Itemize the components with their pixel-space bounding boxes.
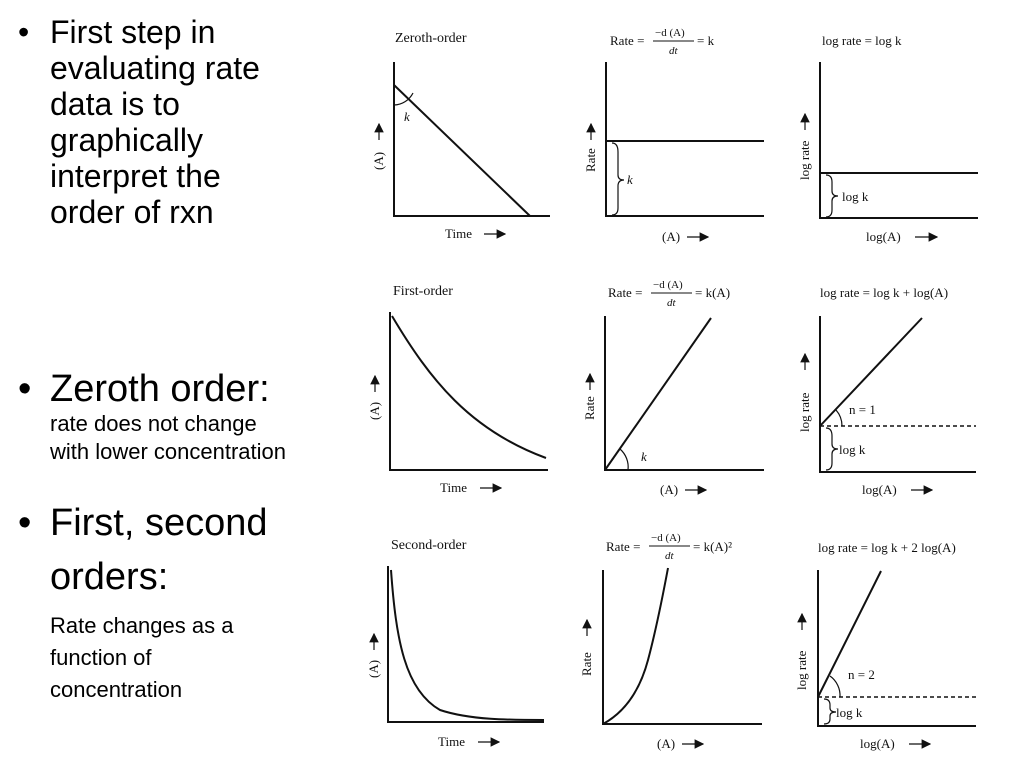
rate-eq-prefix: Rate = — [606, 539, 641, 554]
bullet-3-sub: function of — [50, 645, 152, 670]
first-rate-vs-conc-plot — [582, 279, 764, 497]
axes — [390, 312, 548, 470]
x-axis-label: Time — [445, 226, 472, 241]
y-axis-label: log rate — [794, 650, 809, 690]
bullet-dot: • — [18, 368, 32, 410]
second-conc-vs-time-plot — [366, 566, 544, 749]
axes — [605, 316, 764, 470]
y-axis-label: Rate — [582, 396, 597, 420]
bullet-1-line: First step in — [50, 14, 216, 50]
logk-label: log k — [836, 705, 863, 720]
bullet-dot: • — [18, 502, 32, 544]
bullet-3-line: orders: — [50, 556, 169, 598]
y-axis-label: log rate — [797, 140, 812, 180]
bullet-2-sub: with lower concentration — [50, 439, 287, 464]
x-axis-label: (A) — [657, 736, 676, 751]
bullet-1-line: interpret the — [50, 158, 221, 194]
parabolic-rate-curve — [603, 568, 668, 724]
k-label: k — [627, 172, 633, 187]
row3-title: Second-order — [391, 538, 467, 553]
logk-brace — [826, 175, 838, 217]
x-axis-label: log(A) — [866, 229, 901, 244]
x-axis-label: Time — [438, 734, 465, 749]
frac-den: dt — [669, 45, 678, 57]
frac-num: −d (A) — [651, 532, 681, 544]
x-axis-label: log(A) — [862, 482, 897, 497]
logk-brace — [824, 699, 836, 724]
k-label: k — [641, 449, 647, 464]
rate-eq-rhs: = k(A) — [695, 285, 731, 300]
axes — [606, 62, 764, 216]
exponential-decay-curve — [392, 316, 546, 458]
k-brace — [612, 143, 624, 215]
n-label: n = 1 — [849, 402, 876, 417]
n-label: n = 2 — [848, 667, 875, 682]
log-equation: log rate = log k + 2 log(A) — [818, 540, 956, 555]
x-axis-label: (A) — [662, 229, 681, 244]
first-conc-vs-time-plot — [367, 312, 548, 495]
row1-title: Zeroth-order — [395, 31, 467, 46]
linear-rate-line — [605, 318, 711, 470]
bullet-1-line: data is to — [50, 86, 180, 122]
bullet-3-sub: Rate changes as a — [50, 613, 234, 638]
y-axis-label: Rate — [579, 652, 594, 676]
x-axis-label: log(A) — [860, 736, 895, 751]
slope-arc — [836, 410, 842, 426]
bullet-1-line: graphically — [50, 122, 203, 158]
first-log-plot — [797, 285, 976, 497]
k-label: k — [404, 109, 410, 124]
rate-eq-prefix: Rate = — [608, 285, 643, 300]
bullet-3-line: First, second — [50, 502, 268, 544]
axes — [394, 62, 550, 216]
y-axis-label: Rate — [583, 148, 598, 172]
bullet-dot: • — [18, 14, 30, 50]
y-axis-label: (A) — [366, 659, 381, 678]
log-equation: log rate = log k — [822, 33, 902, 48]
logk-label: log k — [842, 189, 869, 204]
rate-eq-rhs: = k — [697, 33, 715, 48]
second-log-plot — [794, 540, 976, 751]
bullet-2-title: Zeroth order: — [50, 368, 270, 410]
second-rate-vs-conc-plot — [579, 532, 762, 751]
frac-den: dt — [665, 550, 674, 562]
bullet-1-line: order of rxn — [50, 194, 214, 230]
frac-num: −d (A) — [655, 27, 685, 39]
x-axis-label: (A) — [660, 482, 679, 497]
bullet-1-line: evaluating rate — [50, 50, 260, 86]
log-equation: log rate = log k + log(A) — [820, 285, 949, 300]
y-axis-label: (A) — [371, 151, 386, 170]
zeroth-conc-vs-time-plot — [371, 62, 550, 241]
axes — [603, 570, 762, 724]
slope-arc — [830, 676, 840, 697]
y-axis-label: (A) — [367, 401, 382, 420]
rate-eq-rhs: = k(A)² — [693, 539, 733, 554]
frac-den: dt — [667, 297, 676, 309]
logk-brace — [826, 428, 838, 470]
axes — [388, 566, 544, 722]
row2-title: First-order — [393, 284, 453, 299]
y-axis-label: log rate — [797, 392, 812, 432]
x-axis-label: Time — [440, 480, 467, 495]
logk-label: log k — [839, 442, 866, 457]
rate-eq-prefix: Rate = — [610, 33, 645, 48]
second-order-decay-curve — [391, 570, 544, 720]
zeroth-log-plot — [797, 33, 978, 244]
zeroth-rate-vs-conc-plot — [583, 27, 764, 244]
bullet-2-sub: rate does not change — [50, 411, 257, 436]
slope-arc — [620, 449, 628, 470]
linear-decay-line — [394, 85, 530, 216]
frac-num: −d (A) — [653, 279, 683, 291]
bullet-3-sub: concentration — [50, 677, 183, 702]
